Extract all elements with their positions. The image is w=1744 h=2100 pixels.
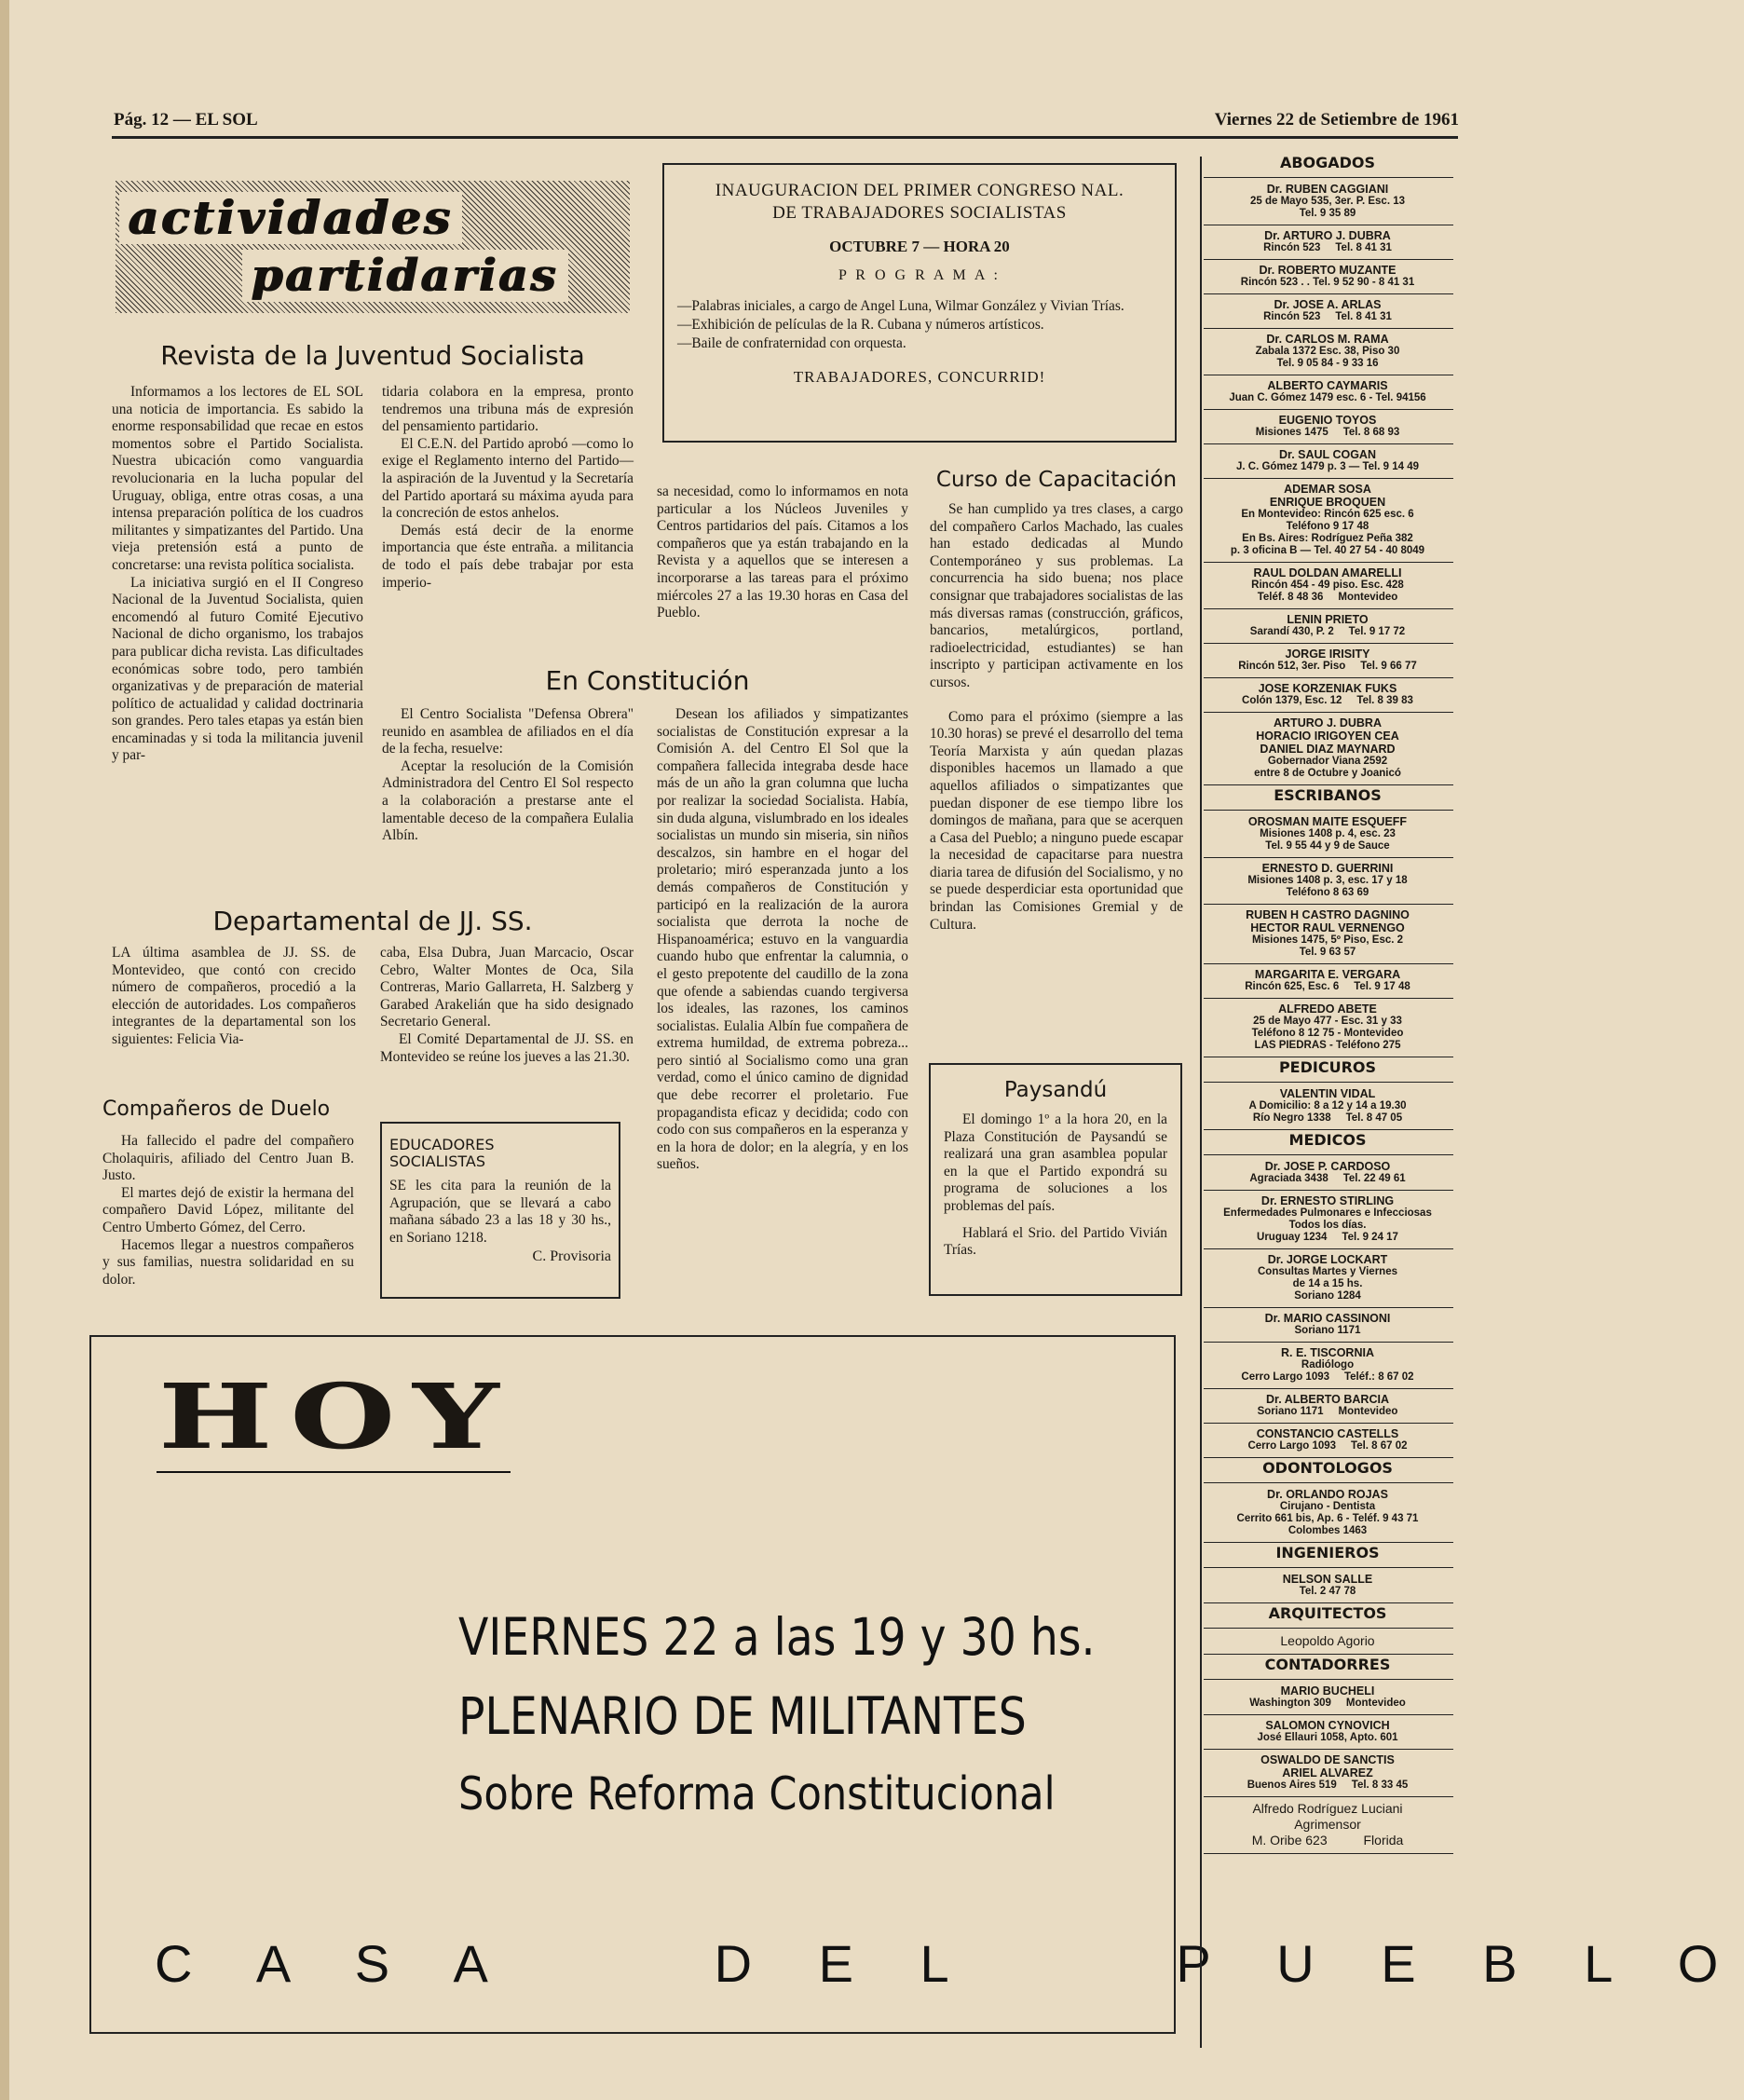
- entry-name: ENRIQUE BROQUEN: [1269, 496, 1386, 509]
- directory-entry: [1202, 1427, 1453, 1452]
- educadores-title: EDUCADORES SOCIALISTAS: [389, 1136, 495, 1170]
- ad-line-plenario: PLENARIO DE MILITANTES: [458, 1686, 1027, 1746]
- directory-entry: [1202, 968, 1453, 993]
- entry-name: Dr. ROBERTO MUZANTE: [1259, 264, 1397, 277]
- entry-divider: [1204, 857, 1453, 858]
- entry-detail: LAS PIEDRAS - Teléfono 275: [1254, 1040, 1401, 1051]
- entry-divider: [1204, 1542, 1453, 1543]
- directory-entry: [1202, 1194, 1453, 1244]
- casa-del-pueblo: C A S A D E L P U E B L O: [155, 1934, 1744, 1993]
- section-heading: ESCRIBANOS: [1274, 786, 1382, 804]
- entry-divider: [1204, 1388, 1453, 1389]
- section-heading: ARQUITECTOS: [1268, 1604, 1387, 1622]
- entry-divider: [1204, 1190, 1453, 1191]
- hoy-rule: [157, 1471, 511, 1473]
- directory-entry: [1202, 264, 1453, 289]
- entry-divider: [1204, 904, 1453, 905]
- entry-name: Dr. JOSE A. ARLAS: [1274, 298, 1382, 311]
- directory-entry: [1202, 1393, 1453, 1418]
- entry-detail: Rincón 512, 3er. Piso Tel. 9 66 77: [1238, 661, 1417, 672]
- directory-entry: [1202, 815, 1453, 852]
- entry-name: Dr. ALBERTO BARCIA: [1266, 1393, 1389, 1406]
- directory-entry: [1202, 908, 1453, 959]
- entry-detail: Cerro Largo 1093 Teléf.: 8 67 02: [1241, 1371, 1414, 1383]
- revista-col3: sa necesidad, como lo informamos en nota particular a los Núcleos Juveniles y Centros partidarios del país. Citamos a los compañeros que ya están trabajando en la Revista y a aquellos que se interesen a incorporarse a las tareas para el próximo miércoles 27 a las 19.30 horas en Casa del Pueblo.: [657, 484, 908, 621]
- entry-divider: [1204, 963, 1453, 964]
- entry-divider: [1204, 677, 1453, 678]
- paysandu-text: El domingo 1º a la hora 20, en la Plaza Constitución de Paysandú se realizará una gran asamblea popular en la que el Partido expondrá su programa de soluciones a los problemas del país. Hablará el Srio. del Partido Vivián Trías.: [944, 1111, 1167, 1259]
- entry-detail: p. 3 oficina B — Tel. 40 27 54 - 40 8049: [1230, 545, 1425, 556]
- inauguracion-title: INAUGURACION DEL PRIMER CONGRESO NAL. DE TRABAJADORES SOCIALISTAS: [715, 181, 1124, 223]
- entry-detail: Washington 309 Montevideo: [1249, 1698, 1406, 1709]
- entry-divider: [1204, 784, 1453, 785]
- entry-detail: Río Negro 1338 Tel. 8 47 05: [1252, 1112, 1403, 1124]
- directory-entry: [1202, 1253, 1453, 1302]
- date-header: Viernes 22 de Setiembre de 1961: [1214, 110, 1459, 130]
- entry-divider: [1204, 998, 1453, 999]
- entry-detail: Rincón 523 Tel. 8 41 31: [1263, 311, 1392, 322]
- entry-name: ADEMAR SOSA: [1284, 483, 1371, 496]
- entry-divider: [1204, 608, 1453, 609]
- duelo-title: Compañeros de Duelo: [102, 1098, 331, 1121]
- entry-divider: [1204, 409, 1453, 410]
- entry-divider: [1204, 1567, 1453, 1568]
- departamental-title: Departamental de JJ. SS.: [212, 906, 533, 936]
- paysandu-title: Paysandú: [1003, 1078, 1108, 1102]
- entry-name: Dr. ORLANDO ROJAS: [1267, 1488, 1388, 1501]
- entry-detail: J. C. Gómez 1479 p. 3 — Tel. 9 14 49: [1235, 461, 1420, 472]
- directory-entry: [1202, 1160, 1453, 1185]
- entry-name: ALFREDO ABETE: [1278, 1002, 1377, 1016]
- directory-entry: [1202, 379, 1453, 404]
- entry-divider: [1204, 1342, 1453, 1343]
- entry-name: JORGE IRISITY: [1285, 648, 1370, 661]
- directory-entry: [1202, 448, 1453, 473]
- entry-name: Dr. MARIO CASSINONI: [1264, 1312, 1391, 1325]
- entry-divider: [1204, 259, 1453, 260]
- inauguracion-closing: TRABAJADORES, CONCURRID!: [793, 368, 1046, 386]
- entry-name: SALOMON CYNOVICH: [1265, 1719, 1390, 1732]
- directory-entry: [1202, 483, 1453, 557]
- entry-detail: Misiones 1475, 5º Piso, Esc. 2: [1251, 934, 1404, 946]
- page-number-header: Pág. 12 — EL SOL: [114, 110, 258, 130]
- directory-entry: [1202, 333, 1453, 370]
- educadores-text: SE les cita para la reunión de la Agrupación, que se llevará a cabo mañana sábado 23 a las 18 y 30 hs., en Soriano 1218.: [389, 1178, 611, 1246]
- entry-detail: Gobernador Viana 2592: [1267, 756, 1388, 767]
- entry-detail: Misiones 1408 p. 3, esc. 17 y 18: [1247, 875, 1408, 886]
- entry-detail: Tel. 9 55 44 y 9 de Sauce: [1265, 840, 1390, 852]
- entry-divider: [1204, 328, 1453, 329]
- curso-text: Se han cumplido ya tres clases, a cargo del compañero Carlos Machado, las cuales han estado dedicadas al Mundo Contemporáneo y sus problemas. La concurrencia ha sido buena; nos place consignar que trabajadores socialistas de las más diversas ramas (construcción, gráficos, bancarios, metalúrgicos, portland, radioelectricidad, estudiantes) se han inscripto y participan activamente en los cursos. Como para el próximo (siempre a las 10.30 horas) se prevé el desarrollo del tema Teoría Marxista y aún quedan plazas disponibles hacemos un llamado a que aquellos afiliados o simpatizantes que puedan disponer de ese tiempo libre los domingos de mañana, para que se acerquen a Casa del Pueblo; a ninguno puede escapar la necesidad de capacitarse para nuestra diaria tarea de difusión del Socialismo, y no se puede desperdiciar esta oportunidad que brindan las Comisiones Gremial y de Cultura.: [930, 501, 1183, 933]
- entry-name: Dr. SAUL COGAN: [1279, 448, 1376, 461]
- entry-name: HECTOR RAUL VERNENGO: [1250, 921, 1405, 934]
- entry-detail: Teléfono 8 12 75 - Montevideo: [1251, 1028, 1404, 1039]
- entry-divider: [1204, 1749, 1453, 1750]
- entry-detail: 25 de Mayo 535, 3er. P. Esc. 13: [1249, 196, 1405, 207]
- entry-detail: Agraciada 3438 Tel. 22 49 61: [1249, 1173, 1406, 1184]
- entry-detail: Juan C. Gómez 1479 esc. 6 - Tel. 94156: [1229, 392, 1426, 403]
- entry-name: Dr. ERNESTO STIRLING: [1260, 1194, 1395, 1207]
- entry-detail: Misiones 1408 p. 4, esc. 23: [1260, 828, 1396, 839]
- entry-divider: [1204, 1423, 1453, 1424]
- entry-divider: [1204, 810, 1453, 811]
- entry-name: OSWALDO DE SANCTIS: [1260, 1753, 1395, 1766]
- programa-items: —Palabras iniciales, a cargo de Angel Luna, Wilmar González y Vivian Trías. —Exhibición de películas de la R. Cubana y números artísticos. —Baile de confraternidad con orquesta.: [677, 298, 1124, 351]
- entry-detail: de 14 a 15 hs.: [1292, 1278, 1363, 1289]
- entry-detail: Sarandí 430, P. 2 Tel. 9 17 72: [1249, 626, 1406, 637]
- directory-entry: [1202, 298, 1453, 323]
- entry-divider: [1204, 1457, 1453, 1458]
- directory-entry: [1202, 613, 1453, 638]
- entry-detail: Colón 1379, Esc. 12 Tel. 8 39 83: [1242, 695, 1413, 706]
- educadores-signature: C. Provisoria: [532, 1248, 611, 1265]
- section-heading: MEDICOS: [1288, 1131, 1367, 1149]
- entry-name: MARIO BUCHELI: [1280, 1684, 1375, 1698]
- entry-divider: [1204, 177, 1453, 178]
- entry-detail: Consultas Martes y Viernes: [1258, 1266, 1397, 1277]
- entry-divider: [1204, 293, 1453, 294]
- entry-name: Dr. JOSE P. CARDOSO: [1264, 1160, 1391, 1173]
- entry-divider: [1204, 1679, 1453, 1680]
- entry-divider: [1204, 1307, 1453, 1308]
- section-heading: CONTADORRES: [1264, 1656, 1391, 1673]
- hoy-headline: HOY: [158, 1364, 517, 1469]
- directory-entry: [1202, 682, 1453, 707]
- entry-detail: 25 de Mayo 477 - Esc. 31 y 33: [1253, 1016, 1402, 1027]
- entry-name: Dr. JORGE LOCKART: [1267, 1253, 1388, 1266]
- entry-detail: A Domicilio: 8 a 12 y 14 a 19.30: [1248, 1100, 1407, 1111]
- directory-entry: [1202, 1312, 1453, 1337]
- entry-detail: Rincón 523 Tel. 8 41 31: [1263, 242, 1392, 253]
- constitucion-col2: Desean los afiliados y simpatizantes socialistas de Constitución expresar a la Comisión A. del Centro El Sol que la compañera fallecida integraba desde hace más de un año la gran columna que lucha por realizar la sociedad Socialista. Había, sin duda alguna, vislumbrado en los ideales socialistas un mundo sin miseria, sin niños descalzos, sin hambre en el hogar del proletario; miró esperanzada junto a los demás compañeros de Constitución y participó en la realización de la aurora socialista que derrota la noche de Hispanoamérica; estuvo en la vanguardia cuando hubo que enfrentar la calumnia, o el gesto prepotente del caudillo de la zona que ofende a sabiendas cuando tergiversa los ideales, las razones, los caminos socialistas. Eulalia Albín fue compañera de extrema humildad, de extrema pobreza... pero sintió al Socialismo como una gran verdad, como el único camino de dignidad que debe recorrer el proletario. Fue propagandista eficaz y decidida; codo con codo con sus compañeros en la esperanza y en la hora de dolor; en la alegría, y en los sueños.: [657, 706, 908, 1173]
- entry-name: Dr. RUBEN CAGGIANI: [1266, 183, 1389, 196]
- section-heading: INGENIEROS: [1275, 1544, 1380, 1561]
- header-rule: [112, 136, 1458, 139]
- entry-detail: Cerrito 661 bis, Ap. 6 - Teléf. 9 43 71: [1236, 1513, 1419, 1524]
- directory-entry: [1202, 229, 1453, 254]
- entry-name: Dr. CARLOS M. RAMA: [1266, 333, 1389, 346]
- page-edge: [0, 0, 9, 2100]
- entry-detail: entre 8 de Octubre y Joanicó: [1254, 768, 1401, 779]
- entry-divider: [1204, 1853, 1453, 1854]
- entry-detail: Colombes 1463: [1288, 1525, 1368, 1536]
- entry-name: ALBERTO CAYMARIS: [1267, 379, 1388, 392]
- entry-detail: Enfermedades Pulmonares e Infecciosas: [1223, 1207, 1432, 1219]
- entry-detail: Teléfono 8 63 69: [1286, 887, 1369, 898]
- constitucion-title: En Constitución: [545, 665, 750, 696]
- entry-divider: [1204, 1248, 1453, 1249]
- ad-line-date: VIERNES 22 a las 19 y 30 hs.: [458, 1607, 1096, 1667]
- directory-entry: [1202, 1573, 1453, 1598]
- entry-name: ERNESTO D. GUERRINI: [1261, 862, 1394, 875]
- programa-label: P R O G R A M A :: [838, 267, 1001, 283]
- entry-divider: [1204, 643, 1453, 644]
- entry-detail: Tel. 9 35 89: [1299, 208, 1356, 219]
- directory-entry: [1202, 414, 1453, 439]
- inauguracion-box: [662, 163, 1177, 443]
- entry-detail: Radiólogo: [1301, 1359, 1355, 1370]
- departamental-col1: LA última asamblea de JJ. SS. de Montevideo, que contó con crecido número de compañeros, procedió a la elección de autoridades. Los compañeros integrantes de la departamental son los siguientes: Felicia Via-: [112, 945, 356, 1047]
- entry-divider: [1204, 478, 1453, 479]
- entry-detail: Soriano 1171 Montevideo: [1257, 1406, 1398, 1417]
- section-heading: ABOGADOS: [1279, 154, 1376, 171]
- entry-detail: Agrimensor: [1294, 1817, 1361, 1832]
- entry-name: ARTURO J. DUBRA: [1274, 716, 1382, 730]
- entry-name: NELSON SALLE: [1282, 1573, 1373, 1586]
- entry-detail: Rincón 454 - 49 piso. Esc. 428: [1251, 580, 1404, 591]
- revista-col2: tidaria colabora en la empresa, pronto tendremos una tribuna más de expresión del pensamiento partidario. El C.E.N. del Partido aprobó —como lo exige el Reglamento interno del Partido— la aspiración de la Juventud y la Secretaría del Partido aportará su máxima ayuda para la concreción de estos anhelos. Demás está decir de la enorme importancia que éste entraña. a militancia de todo el país debe trabajar por esta imperio-: [382, 384, 634, 591]
- constitucion-col1: El Centro Socialista "Defensa Obrera" reunido en asamblea de afiliados en el día de la fecha, resuelve: Aceptar la resolución de la Comisión Administradora del Centro El Sol respecto a la colaboración a prestarse ante el lamentable deceso de la compañera Eulalia Albín.: [382, 706, 634, 844]
- entry-detail: Zabala 1372 Esc. 38, Piso 30: [1255, 346, 1400, 357]
- entry-detail: Cirujano - Dentista: [1279, 1501, 1376, 1512]
- entry-detail: Teléfono 9 17 48: [1286, 521, 1369, 532]
- entry-detail: En Bs. Aires: Rodríguez Peña 382: [1242, 533, 1413, 544]
- section-heading: ODONTOLOGOS: [1262, 1459, 1393, 1477]
- entry-detail: Todos los días.: [1288, 1220, 1367, 1231]
- entry-name: RAUL DOLDAN AMARELLI: [1253, 566, 1402, 580]
- entry-divider: [1204, 1482, 1453, 1483]
- entry-name: JOSE KORZENIAK FUKS: [1258, 682, 1397, 695]
- entry-name: CONSTANCIO CASTELLS: [1256, 1427, 1399, 1440]
- entry-detail: José Ellauri 1058, Apto. 601: [1257, 1732, 1398, 1743]
- directory-entry: [1202, 1002, 1453, 1052]
- entry-detail: Rincón 625, Esc. 6 Tel. 9 17 48: [1245, 981, 1410, 992]
- entry-detail: Tel. 9 05 84 - 9 33 16: [1276, 358, 1379, 369]
- entry-detail: En Montevideo: Rincón 625 esc. 6: [1241, 509, 1414, 520]
- entry-name: MARGARITA E. VERGARA: [1254, 968, 1401, 981]
- directory-entry: [1202, 1801, 1453, 1848]
- entry-detail: Uruguay 1234 Tel. 9 24 17: [1257, 1232, 1398, 1243]
- entry-name: VALENTIN VIDAL: [1279, 1087, 1376, 1100]
- directory-entry: [1202, 1633, 1453, 1649]
- directory-entry: [1202, 1488, 1453, 1537]
- entry-name: DANIEL DIAZ MAYNARD: [1260, 743, 1396, 756]
- educadores-box: [380, 1122, 620, 1299]
- directory-entry: [1202, 862, 1453, 899]
- departamental-col2: caba, Elsa Dubra, Juan Marcacio, Oscar Cebro, Walter Montes de Oca, Sila Contreras, Mario Gallarreta, H. Salzberg y Garabed Arakelián que ha sido designado Secretario General. El Comité Departamental de JJ. SS. en Montevideo se reúne los jueves a las 21.30.: [380, 945, 634, 1065]
- directory-entry: [1202, 1087, 1453, 1125]
- paysandu-box: [929, 1063, 1182, 1296]
- entry-detail: Cerro Largo 1093 Tel. 8 67 02: [1247, 1440, 1408, 1452]
- entry-divider: [1204, 1796, 1453, 1797]
- entry-divider: [1204, 443, 1453, 444]
- entry-name: LENIN PRIETO: [1287, 613, 1369, 626]
- revista-title: Revista de la Juventud Socialista: [160, 340, 585, 371]
- entry-divider: [1204, 1654, 1453, 1655]
- entry-divider: [1204, 1628, 1453, 1629]
- entry-name: R. E. TISCORNIA: [1280, 1346, 1374, 1359]
- duelo-text: Ha fallecido el padre del compañero Cholaquiris, afiliado del Centro Juan B. Justo. El martes dejó de existir la hermana del compañero David López, militante del Centro Umberto Gómez, del Cerro. Hacemos llegar a nuestros compañeros y sus familias, nuestra solidaridad en su dolor.: [102, 1133, 354, 1288]
- revista-col1: Informamos a los lectores de EL SOL una noticia de importancia. Es sabido la enorme responsabilidad que recae en estos momentos sobre el Partido Socialista. Nuestra ubicación como vanguardia revolucionaria en la lucha popular del Uruguay, obliga, entre otras cosas, a una intensa preparación política de los cuadros militantes y simpatizantes del Partido. Una vieja pretensión está a punto de concretarse: una revista política socialista. La iniciativa surgió en el II Congreso Nacional de la Juventud Socialista, quien encomendó al futuro Comité Ejecutivo Nacional de dicho organismo, los trabajos para publicar dicha revista. Las dificultades económicas sobre todo, pero también organizativas y de preparación de material político de actualidad y calidad doctrinaria son grandes. Pero tales etapas ya están bien encaminadas y si toda la militancia juvenil y par-: [112, 384, 363, 764]
- entry-detail: M. Oribe 623 Florida: [1251, 1833, 1404, 1848]
- directory-entry: [1202, 648, 1453, 673]
- ad-line-reforma: Sobre Reforma Constitucional: [458, 1767, 1056, 1820]
- directory-entry: [1202, 1719, 1453, 1744]
- entry-detail: Buenos Aires 519 Tel. 8 33 45: [1247, 1780, 1409, 1791]
- inauguracion-date: OCTUBRE 7 — HORA 20: [829, 238, 1010, 255]
- entry-name: ARIEL ALVAREZ: [1282, 1766, 1373, 1780]
- entry-detail: Teléf. 8 48 36 Montevideo: [1257, 592, 1398, 603]
- entry-detail: Soriano 1171: [1294, 1325, 1361, 1336]
- entry-divider: [1204, 1602, 1453, 1603]
- entry-name: Dr. ARTURO J. DUBRA: [1264, 229, 1391, 242]
- directory-entry: [1202, 1346, 1453, 1384]
- actividades-partidarias-logo: actividades partidarias: [116, 181, 630, 313]
- entry-detail: Alfredo Rodríguez Luciani: [1252, 1801, 1403, 1816]
- entry-detail: Leopoldo Agorio: [1280, 1633, 1375, 1648]
- directory-entry: [1202, 716, 1453, 780]
- directory-entry: [1202, 1753, 1453, 1792]
- directory-entry: [1202, 1684, 1453, 1710]
- entry-detail: Rincón 523 . . Tel. 9 52 90 - 8 41 31: [1240, 277, 1415, 288]
- entry-detail: Soriano 1284: [1294, 1290, 1361, 1302]
- entry-divider: [1204, 562, 1453, 563]
- entry-divider: [1204, 712, 1453, 713]
- entry-detail: Misiones 1475 Tel. 8 68 93: [1255, 427, 1400, 438]
- entry-name: RUBEN H CASTRO DAGNINO: [1246, 908, 1410, 921]
- entry-name: HORACIO IRIGOYEN CEA: [1256, 730, 1399, 743]
- directory-entry: [1202, 566, 1453, 604]
- entry-divider: [1204, 1714, 1453, 1715]
- entry-name: EUGENIO TOYOS: [1278, 414, 1377, 427]
- entry-detail: Tel. 9 63 57: [1299, 947, 1356, 958]
- entry-divider: [1204, 1129, 1453, 1130]
- directory-entry: [1202, 183, 1453, 220]
- section-heading: PEDICUROS: [1278, 1058, 1377, 1076]
- entry-name: OROSMAN MAITE ESQUEFF: [1247, 815, 1408, 828]
- entry-divider: [1204, 1082, 1453, 1083]
- curso-title: Curso de Capacitación: [935, 468, 1178, 492]
- entry-divider: [1204, 1154, 1453, 1155]
- entry-detail: Tel. 2 47 78: [1299, 1586, 1356, 1597]
